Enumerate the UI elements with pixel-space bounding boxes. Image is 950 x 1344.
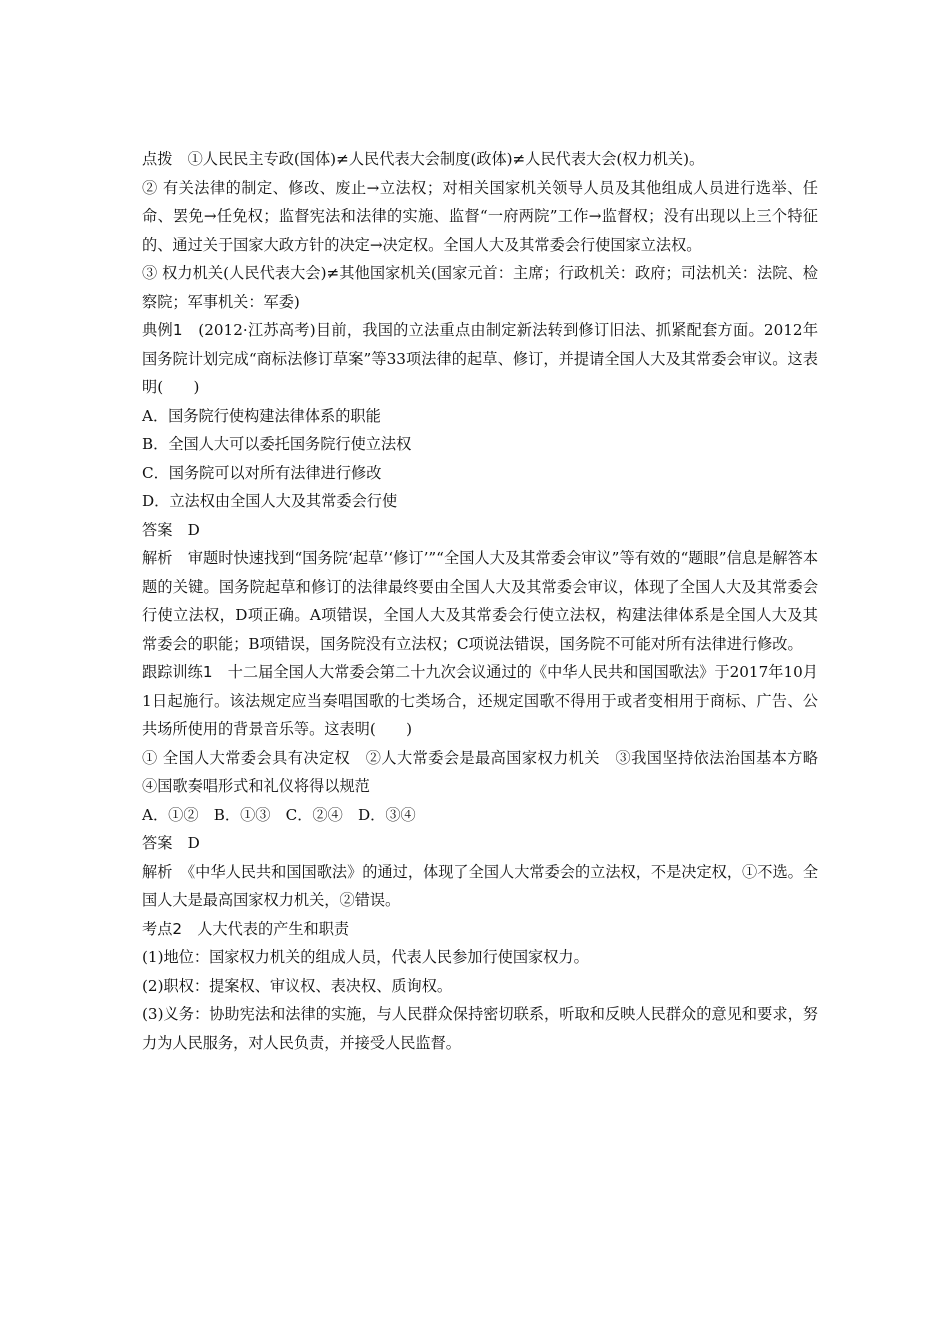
point2-label: 考点2 — [142, 919, 183, 938]
training-question — [142, 658, 818, 744]
training-answer — [142, 829, 818, 858]
example-option-b: B．全国人大可以委托国务院行使立法权 — [142, 435, 412, 453]
example-question-text: (2012·江苏高考)目前，我国的立法重点由制定新法转到修订旧法、抓紧配套方面。2012年国务院计划完成“商标法修订草案”等33项法律的起草、修订，并提请全国人大及其常委会审议。这表明( ) — [142, 321, 819, 396]
point2-item-2: (2)职权：提案权、审议权、表决权、质询权。 — [142, 976, 453, 995]
example-analysis-label: 解析 — [142, 549, 173, 567]
document-page — [142, 145, 834, 1057]
example-answer — [142, 516, 818, 545]
example-option-c: C．国务院可以对所有法律进行修改 — [142, 463, 382, 482]
tip-line-3: ③ 权力机关(人民代表大会)≠其他国家机关(国家元首：主席；行政机关：政府；司法机关：法院、检察院；军事机关：军委) — [142, 264, 818, 311]
training-analysis-text: 《中华人民共和国国歌法》的通过，体现了全国人大常委会的立法权，不是决定权，①不选。全国人大是最高国家权力机关，②错误。 — [142, 862, 819, 909]
example-answer-value: D — [187, 520, 200, 539]
tip-line-1 — [142, 145, 818, 174]
point2-title: 人大代表的产生和职责 — [197, 919, 350, 938]
training-analysis — [142, 858, 818, 915]
example-analysis-text: 审题时快速找到“国务院‘起草’‘修订’”“全国人大及其常委会审议”等有效的“题眼”信息是解答本题的关键。国务院起草和修订的法律最终要由全国人大及其常委会审议，体现了全国人大及其常委会行使立法权，D项正确。A项错误，全国人大及其常委会行使立法权，构建法律体系是全国人大及其常委会的职能；B项错误，国务院没有立法权；C项说法错误，国务院不可能对所有法律进行修改。 — [142, 549, 819, 653]
tip-line-2: ② 有关法律的制定、修改、废止→立法权；对相关国家机关领导人员及其他组成人员进行选举、任命、罢免→任免权；监督宪法和法律的实施、监督“一府两院”工作→监督权；没有出现以上三个特征的、通过关于国家大政方针的决定→决定权。全国人大及其常委会行使国家立法权。 — [142, 178, 818, 254]
training-answer-value: D — [187, 834, 200, 852]
training-label: 跟踪训练1 — [142, 663, 213, 681]
example-option-a: A．国务院行使构建法律体系的职能 — [142, 406, 381, 425]
example-answer-label: 答案 — [142, 520, 173, 539]
training-answer-label: 答案 — [142, 834, 173, 852]
point2-item-1: (1)地位：国家权力机关的组成人员，代表人民参加行使国家权力。 — [142, 948, 589, 966]
training-options: A．①② B．①③ C．②④ D．③④ — [142, 805, 416, 824]
point2-heading — [142, 915, 818, 944]
example-analysis — [142, 544, 818, 658]
example-option-d: D．立法权由全国人大及其常委会行使 — [142, 492, 398, 510]
tip-label: 点拨 — [142, 150, 173, 168]
example-question — [142, 316, 818, 402]
tip-text-1: ①人民民主专政(国体)≠人民代表大会制度(政体)≠人民代表大会(权力机关)。 — [187, 150, 705, 168]
training-analysis-label: 解析 — [142, 862, 173, 881]
training-question-text: 十二届全国人大常委会第二十九次会议通过的《中华人民共和国国歌法》于2017年10月1日起施行。该法规定应当奏唱国歌的七类场合，还规定国歌不得用于或者变相用于商标、广告、公共场所使用的背景音乐等。这表明( ) — [142, 663, 818, 738]
training-statements: ① 全国人大常委会具有决定权 ②人大常委会是最高国家权力机关 ③我国坚持依法治国基本方略 ④国歌奏唱形式和礼仪将得以规范 — [142, 748, 834, 795]
point2-item-3: (3)义务：协助宪法和法律的实施，与人民群众保持密切联系，听取和反映人民群众的意见和要求，努力为人民服务，对人民负责，并接受人民监督。 — [142, 1005, 818, 1052]
example-label: 典例1 — [142, 321, 183, 339]
